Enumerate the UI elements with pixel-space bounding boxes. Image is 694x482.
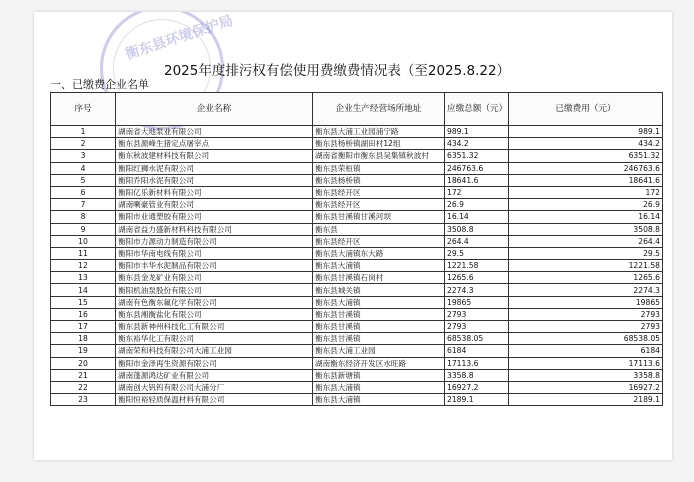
cell-amount-due: 264.4	[445, 235, 509, 247]
cell-paid: 29.5	[509, 247, 663, 259]
header-amount-due: 应缴总额（元）	[445, 93, 509, 126]
cell-amount-due: 16.14	[445, 211, 509, 223]
table-row	[51, 381, 663, 393]
cell-company-name: 衡阳市华南电线有限公司	[116, 247, 313, 259]
cell-amount-due: 68538.05	[445, 333, 509, 345]
cell-paid: 989.1	[509, 126, 663, 138]
cell-company-name: 衡东秋波建材科技有限公司	[116, 150, 313, 162]
cell-no: 16	[51, 308, 116, 320]
cell-amount-due: 2793	[445, 321, 509, 333]
cell-company-name: 衡阳市丰华水泥制品有限公司	[116, 260, 313, 272]
table-row	[51, 394, 663, 406]
cell-company-name: 衡东县金龙矿业有限公司	[116, 272, 313, 284]
cell-amount-due: 18641.6	[445, 174, 509, 186]
cell-paid: 172	[509, 186, 663, 198]
cell-address: 湖南衡东经济开发区水旺路	[313, 357, 445, 369]
header-address: 企业生产经营场所地址	[313, 93, 445, 126]
cell-amount-due: 3508.8	[445, 223, 509, 235]
cell-no: 18	[51, 333, 116, 345]
cell-no: 4	[51, 162, 116, 174]
cell-paid: 6184	[509, 345, 663, 357]
table-row	[51, 199, 663, 211]
cell-no: 23	[51, 394, 116, 406]
cell-amount-due: 17113.6	[445, 357, 509, 369]
document-title: 2025年度排污权有偿使用费缴费情况表（至2025.8.22）	[164, 63, 511, 79]
table-row	[51, 260, 663, 272]
cell-address: 衡东县杨桥镇湖田村12组	[313, 138, 445, 150]
cell-amount-due: 1221.58	[445, 260, 509, 272]
table-row	[51, 345, 663, 357]
header-no: 序号	[51, 93, 116, 126]
cell-company-name: 衡阳机油泵股份有限公司	[116, 284, 313, 296]
cell-paid: 6351.32	[509, 150, 663, 162]
cell-address: 衡东县城关镇	[313, 284, 445, 296]
cell-no: 1	[51, 126, 116, 138]
cell-company-name: 衡阳市力源动力制造有限公司	[116, 235, 313, 247]
cell-paid: 3358.8	[509, 369, 663, 381]
cell-company-name: 衡阳乔阳水泥有限公司	[116, 174, 313, 186]
table-row	[51, 247, 663, 259]
cell-no: 9	[51, 223, 116, 235]
cell-company-name: 衡东县新神州科技化工有限公司	[116, 321, 313, 333]
cell-paid: 26.9	[509, 199, 663, 211]
seal-text: 衡东县环境保护局	[123, 13, 236, 63]
cell-amount-due: 16927.2	[445, 381, 509, 393]
cell-address: 衡东县大浦镇	[313, 394, 445, 406]
cell-no: 14	[51, 284, 116, 296]
cell-no: 11	[51, 247, 116, 259]
table-row	[51, 162, 663, 174]
cell-paid: 3508.8	[509, 223, 663, 235]
cell-no: 2	[51, 138, 116, 150]
cell-paid: 1221.58	[509, 260, 663, 272]
cell-amount-due: 26.9	[445, 199, 509, 211]
cell-company-name: 衡东裕华化工有限公司	[116, 333, 313, 345]
document-page	[34, 12, 672, 460]
cell-company-name: 衡阳恒裕轻质保温材料有限公司	[116, 394, 313, 406]
cell-no: 17	[51, 321, 116, 333]
cell-company-name: 湖南省大地泵业有限公司	[116, 126, 313, 138]
cell-paid: 2793	[509, 321, 663, 333]
cell-no: 6	[51, 186, 116, 198]
cell-amount-due: 2189.1	[445, 394, 509, 406]
table-row	[51, 272, 663, 284]
cell-company-name: 湖南荣和科技有限公司大浦工业园	[116, 345, 313, 357]
cell-address: 衡东县经开区	[313, 186, 445, 198]
cell-amount-due: 246763.6	[445, 162, 509, 174]
table-body	[51, 126, 663, 406]
table-row	[51, 369, 663, 381]
cell-company-name: 衡东县源峰生猪定点屠宰点	[116, 138, 313, 150]
cell-address: 衡东县大浦镇东大路	[313, 247, 445, 259]
cell-address: 衡东县甘溪镇	[313, 321, 445, 333]
cell-amount-due: 434.2	[445, 138, 509, 150]
fee-payment-table	[50, 92, 663, 406]
cell-no: 10	[51, 235, 116, 247]
table-row	[51, 321, 663, 333]
cell-address: 衡东县甘溪镇	[313, 308, 445, 320]
cell-no: 3	[51, 150, 116, 162]
cell-address: 衡东县大浦工业园浦宁路	[313, 126, 445, 138]
cell-company-name: 湖南省益力盛新材料科技有限公司	[116, 223, 313, 235]
cell-address: 衡东县经开区	[313, 235, 445, 247]
cell-address: 衡东县甘溪镇甘溪河坝	[313, 211, 445, 223]
cell-company-name: 衡阳市业通塑胶有限公司	[116, 211, 313, 223]
cell-no: 19	[51, 345, 116, 357]
cell-company-name: 衡阳亿乐新材料有限公司	[116, 186, 313, 198]
cell-address: 衡东县大浦镇	[313, 260, 445, 272]
cell-address: 衡东县大浦镇	[313, 381, 445, 393]
table-row	[51, 126, 663, 138]
cell-address: 衡东县大浦镇	[313, 296, 445, 308]
table-row	[51, 223, 663, 235]
cell-address: 湖南省衡阳市衡东县吴集镇秋波村	[313, 150, 445, 162]
cell-paid: 2189.1	[509, 394, 663, 406]
cell-paid: 68538.05	[509, 333, 663, 345]
cell-paid: 16927.2	[509, 381, 663, 393]
cell-amount-due: 1265.6	[445, 272, 509, 284]
table-row	[51, 296, 663, 308]
cell-no: 13	[51, 272, 116, 284]
cell-paid: 2274.3	[509, 284, 663, 296]
cell-amount-due: 29.5	[445, 247, 509, 259]
cell-no: 8	[51, 211, 116, 223]
table-header-row	[51, 93, 663, 126]
cell-no: 12	[51, 260, 116, 272]
cell-paid: 17113.6	[509, 357, 663, 369]
header-paid: 已缴费用（元）	[509, 93, 663, 126]
cell-no: 22	[51, 381, 116, 393]
cell-company-name: 湖南创大钒钨有限公司大浦分厂	[116, 381, 313, 393]
cell-company-name: 衡东县湘衡盐化有限公司	[116, 308, 313, 320]
cell-paid: 246763.6	[509, 162, 663, 174]
cell-paid: 434.2	[509, 138, 663, 150]
cell-address: 衡东县大浦工业园	[313, 345, 445, 357]
cell-amount-due: 2793	[445, 308, 509, 320]
table-row	[51, 333, 663, 345]
cell-amount-due: 3358.8	[445, 369, 509, 381]
table-row	[51, 211, 663, 223]
cell-address: 衡东县荣桓镇	[313, 162, 445, 174]
cell-amount-due: 989.1	[445, 126, 509, 138]
section-heading: 一、已缴费企业名单	[50, 78, 149, 91]
cell-amount-due: 2274.3	[445, 284, 509, 296]
cell-amount-due: 6184	[445, 345, 509, 357]
cell-address: 衡东县甘溪镇	[313, 333, 445, 345]
cell-company-name: 湖南蓬源鸿达矿业有限公司	[116, 369, 313, 381]
cell-company-name: 衡阳市金泽再生资源有限公司	[116, 357, 313, 369]
cell-no: 21	[51, 369, 116, 381]
cell-address: 衡东县	[313, 223, 445, 235]
table-row	[51, 235, 663, 247]
cell-paid: 18641.6	[509, 174, 663, 186]
cell-paid: 264.4	[509, 235, 663, 247]
cell-amount-due: 172	[445, 186, 509, 198]
table-row	[51, 284, 663, 296]
table-row	[51, 138, 663, 150]
cell-no: 20	[51, 357, 116, 369]
table-row	[51, 174, 663, 186]
table-row	[51, 308, 663, 320]
table-row	[51, 357, 663, 369]
cell-paid: 16.14	[509, 211, 663, 223]
cell-no: 15	[51, 296, 116, 308]
cell-paid: 1265.6	[509, 272, 663, 284]
cell-company-name: 湖南喇豪管业有限公司	[116, 199, 313, 211]
cell-no: 5	[51, 174, 116, 186]
cell-paid: 19865	[509, 296, 663, 308]
cell-address: 衡东县杨桥镇	[313, 174, 445, 186]
header-name: 企业名称	[116, 93, 313, 126]
cell-paid: 2793	[509, 308, 663, 320]
cell-address: 衡东县经开区	[313, 199, 445, 211]
cell-address: 衡东县新塘镇	[313, 369, 445, 381]
cell-company-name: 衡阳红狮水泥有限公司	[116, 162, 313, 174]
table-row	[51, 186, 663, 198]
cell-amount-due: 19865	[445, 296, 509, 308]
cell-company-name: 湖南有色衡东氟化学有限公司	[116, 296, 313, 308]
cell-no: 7	[51, 199, 116, 211]
cell-amount-due: 6351.32	[445, 150, 509, 162]
table-row	[51, 150, 663, 162]
cell-address: 衡东县甘溪镇石岗村	[313, 272, 445, 284]
